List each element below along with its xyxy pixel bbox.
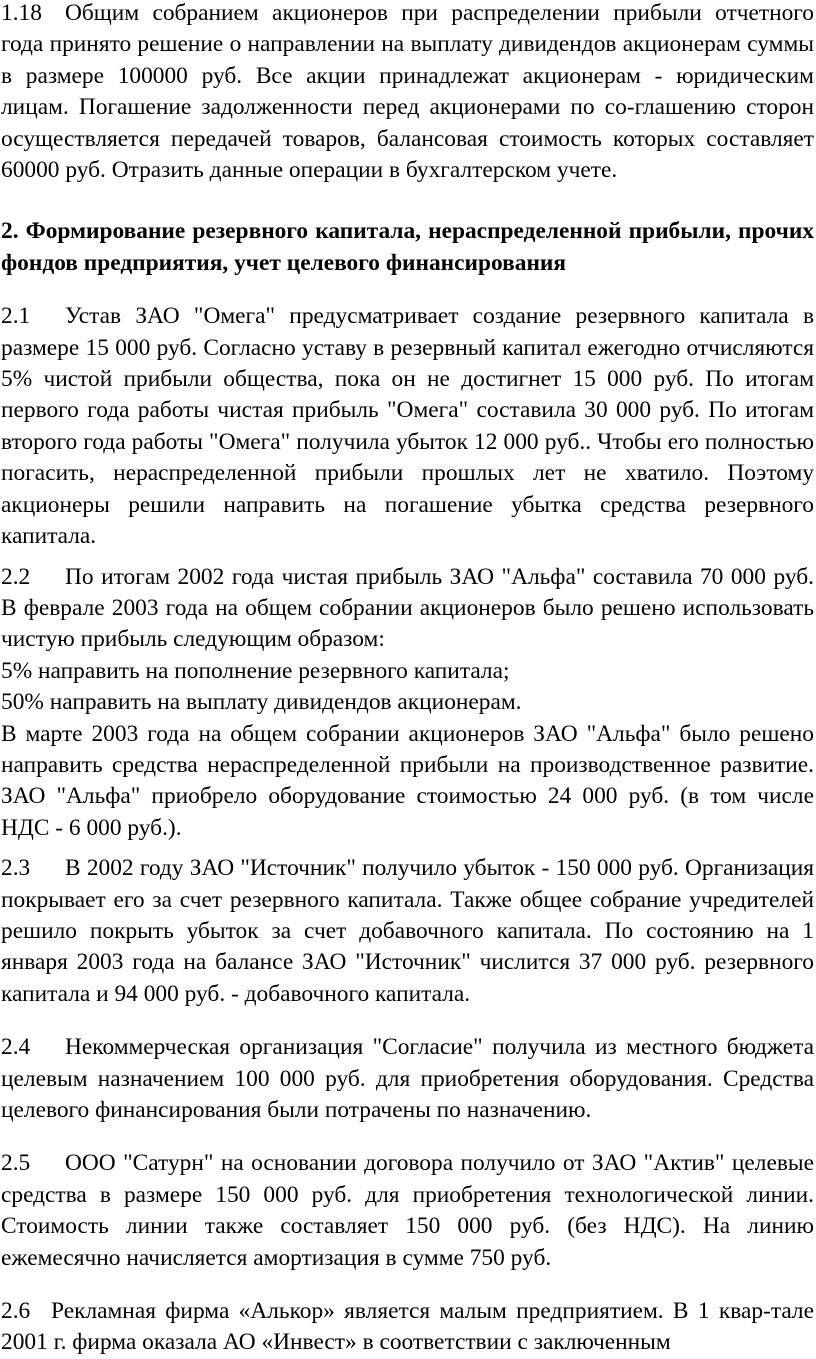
paragraph-number: 2.5 xyxy=(1,1150,31,1177)
paragraph-text: ООО "Сатурн" на основании договора получило от ЗАО "Актив" целевые средства в размере 150 000 руб. для приобретения технологической линии. Стоимость линии также составляет 150 000 руб. (без НДС). На линию ежемесячно начисляется амортизация в сумме 750 руб. xyxy=(1,1150,814,1271)
paragraph-number: 2.3 xyxy=(1,855,31,882)
paragraph-text: Рекламная фирма «Алькор» является малым предприятием. В 1 квар-тале 2001 г. фирма оказала АО «Инвест» в соответствии с заключенным xyxy=(1,1298,814,1356)
paragraph-text: Устав ЗАО "Омега" предусматривает создание резервного капитала в размере 15 000 руб. Согласно уставу в резервный капитал ежегодно отчисляются 5% чистой прибыли общества, пока он не достигнет 15 000 руб. По итогам первого года работы чистая прибыль "Омега" составила 30 000 руб. По итогам второго года работы "Омега" получила убыток 12 000 руб.. Чтобы его полностью погасить, нераспределенной прибыли прошлых лет не хватило. Поэтому акционеры решили направить на погашение убытка средства резервного капитала. xyxy=(1,303,814,550)
paragraph-2-3 xyxy=(1,853,814,1010)
paragraph-2-4 xyxy=(1,1032,814,1126)
paragraph-1-18 xyxy=(1,0,814,186)
paragraph-number: 1.18 xyxy=(1,0,42,26)
paragraph-number: 2.4 xyxy=(1,1034,31,1061)
paragraph-2-6 xyxy=(1,1296,814,1359)
paragraph-text: В 2002 году ЗАО "Источник" получило убыток - 150 000 руб. Организация покрывает его за счет резервного капитала. Также общее собрание учредителей решило покрыть убыток за счет добавочного капитала. По состоянию на 1 января 2003 года на балансе ЗАО "Источник" числится 37 000 руб. резервного капитала и 94 000 руб. - добавочного капитала. xyxy=(1,855,814,1007)
paragraph-2-1 xyxy=(1,301,814,552)
paragraph-text: Некоммерческая организация "Согласие" получила из местного бюджета целевым назначением 100 000 руб. для приобретения оборудования. Средства целевого финансирования были потрачены по назначению. xyxy=(1,1034,814,1123)
list-line-reserve: 5% направить на пополнение резервного капитала; xyxy=(1,657,510,684)
paragraph-number: 2.6 xyxy=(1,1298,31,1325)
heading-text: 2. Формирование резервного капитала, нераспределенной прибыли, прочих фондов предприятия, учет целевого финансирования xyxy=(1,218,814,276)
list-line-dividends: 50% направить на выплату дивидендов акционерам. xyxy=(1,689,522,716)
paragraph-number: 2.2 xyxy=(1,563,31,590)
section-heading xyxy=(1,216,814,279)
paragraph-text: По итогам 2002 года чистая прибыль ЗАО "Альфа" составила 70 000 руб. В феврале 2003 года на общем собрании акционеров было решено использовать чистую прибыль следующим образом: xyxy=(1,563,814,653)
paragraph-number: 2.1 xyxy=(1,303,31,330)
paragraph-text: Общим собранием акционеров при распределении прибыли отчетного года принято решение о направлении на выплату дивидендов акционерам суммы в размере 100000 руб. Все акции принадлежат акционерам - юридическим лицам. Погашение задолженности перед акционерами по со-глашению сторон осуществляется передачей товаров, балансовая стоимость которых составляет 60000 руб. Отразить данные операции в бухгалтерском учете. xyxy=(1,0,814,184)
paragraph-2-2-continued: В марте 2003 года на общем собрании акционеров ЗАО "Альфа" было решено направить средства нераспределенной прибыли на производственное развитие. ЗАО "Альфа" приобрело оборудование стоимостью 24 000 руб. (в том числе НДС - 6 000 руб.). xyxy=(1,720,814,841)
paragraph-2-5 xyxy=(1,1148,814,1274)
paragraph-2-2 xyxy=(1,562,814,656)
